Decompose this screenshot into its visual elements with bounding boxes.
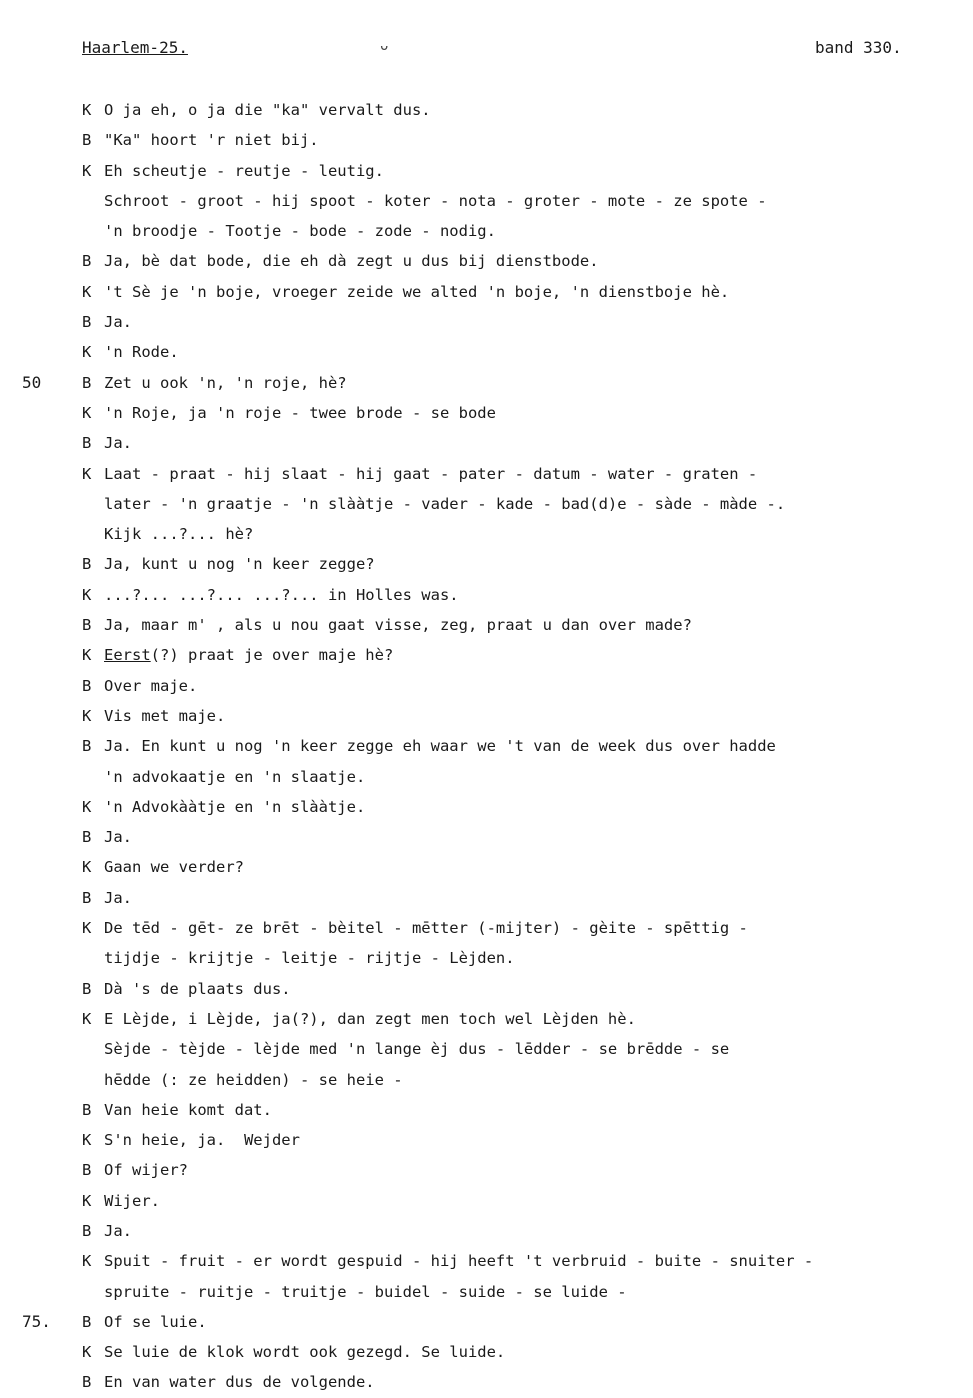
transcript-line [0, 307, 973, 337]
line-text: Of wijer? [104, 1161, 188, 1180]
speaker-label: B [82, 676, 92, 695]
transcript-line [0, 701, 973, 731]
line-text: O ja eh, o ja die "ka" vervalt dus. [104, 101, 431, 119]
speaker-label: K [82, 403, 92, 422]
transcript-line [0, 640, 973, 670]
speaker-label: B [82, 828, 92, 847]
line-text: Wijer. [104, 1191, 160, 1210]
transcript-line [0, 762, 973, 792]
speaker-label: B [82, 737, 92, 756]
transcript-line [0, 549, 973, 579]
transcript-lines [0, 95, 973, 1398]
line-text: 'n advokaatje en 'n slaatje. [104, 767, 366, 786]
line-text: Eerst(?) praat je over maje hè? [104, 646, 394, 665]
transcript-line [0, 822, 973, 852]
speaker-label: K [82, 1009, 92, 1028]
transcript-line [0, 1337, 973, 1367]
transcript-line [0, 398, 973, 428]
transcript-line [0, 1246, 973, 1276]
speaker-label: K [82, 646, 92, 665]
line-text: Ja. [104, 828, 132, 847]
line-text: 'n Advokààtje en 'n slààtje. [104, 797, 366, 816]
line-number: 75. [22, 1311, 51, 1331]
line-text: Sèjde - tèjde - lèjde med 'n lange èj dus - lēdder - se brēdde - se [104, 1040, 730, 1059]
transcript-line [0, 1367, 973, 1397]
line-text: Ja. [104, 434, 132, 453]
line-text: Se luie de klok wordt ook gezegd. Se luide. [104, 1343, 506, 1362]
speaker-label: K [82, 797, 92, 816]
speaker-label: B [82, 373, 92, 392]
transcript-line [0, 519, 973, 549]
transcript-line [0, 671, 973, 701]
line-text: tijdje - krijtje - leitje - rijtje - Lèjden. [104, 949, 515, 968]
transcript-line [0, 1095, 973, 1125]
speaker-label: K [82, 706, 92, 725]
transcript-line [0, 1125, 973, 1155]
line-text: Ja, bè dat bode, die eh dà zegt u dus bij dienstbode. [104, 252, 599, 271]
transcript-line [0, 580, 973, 610]
line-text: Gaan we verder? [104, 858, 244, 877]
underlined-word: Eerst [104, 646, 151, 665]
line-text: Laat - praat - hij slaat - hij gaat - pater - datum - water - graten - [104, 464, 758, 483]
transcript-line [0, 943, 973, 973]
transcript-line [0, 246, 973, 276]
transcript-line [0, 428, 973, 458]
transcript-line [0, 974, 973, 1004]
line-text: Over maje. [104, 676, 198, 695]
transcript-line [0, 1034, 973, 1064]
band-number: band 330. [815, 38, 902, 57]
speaker-label: B [82, 131, 92, 150]
line-text: Schroot - groot - hij spoot - koter - nota - groter - mote - ze spote - [104, 191, 767, 210]
transcript-line [0, 610, 973, 640]
line-text: E Lèjde, i Lèjde, ja(?), dan zegt men toch wel Lèjden hè. [104, 1009, 636, 1028]
speaker-label: K [82, 161, 92, 180]
speaker-label: K [82, 1131, 92, 1150]
speaker-label: B [82, 979, 92, 998]
speaker-label: K [82, 282, 92, 301]
line-text: S'n heie, ja. Wejder [104, 1131, 300, 1150]
line-text: Ja. [104, 888, 132, 907]
line-text: Dà 's de plaats dus. [104, 979, 291, 998]
transcript-line [0, 852, 973, 882]
line-text: 't Sè je 'n boje, vroeger zeide we alted 'n boje, 'n dienstboje hè. [104, 282, 730, 301]
line-text: Van heie komt dat. [104, 1100, 272, 1119]
line-text: Zet u ook 'n, 'n roje, hè? [104, 373, 347, 392]
transcript-line [0, 337, 973, 367]
line-text: Spuit - fruit - er wordt gespuid - hij heeft 't verbruid - buite - snuiter - [104, 1252, 814, 1271]
line-number: 50 [22, 372, 42, 392]
line-text: Ja. [104, 313, 132, 332]
transcript-line [0, 913, 973, 943]
transcript-line [0, 277, 973, 307]
transcript-line [0, 459, 973, 489]
tick-mark: ᴗ [380, 38, 389, 54]
speaker-label: B [82, 434, 92, 453]
page-title: Haarlem-25. [82, 38, 188, 57]
transcript-line [0, 1277, 973, 1307]
line-text: ...?... ...?... ...?... in Holles was. [104, 585, 459, 604]
line-text: Ja. [104, 1221, 132, 1240]
line-text: 'n Roje, ja 'n roje - twee brode - se bode [104, 403, 496, 422]
line-text: 'n broodje - Tootje - bode - zode - nodig. [104, 222, 496, 241]
line-text: Of se luie. [104, 1312, 207, 1331]
line-text: Eh scheutje - reutje - leutig. [104, 161, 384, 180]
transcript-line [0, 1065, 973, 1095]
transcript-line [0, 883, 973, 913]
line-text: Ja, maar m' , als u nou gaat visse, zeg, praat u dan over made? [104, 616, 692, 635]
speaker-label: K [82, 919, 92, 938]
speaker-label: K [82, 343, 92, 362]
transcript-line [0, 1307, 973, 1337]
transcript-line [0, 731, 973, 761]
transcript-line [0, 368, 973, 398]
transcript-line [0, 792, 973, 822]
line-text: Ja, kunt u nog 'n keer zegge? [104, 555, 375, 574]
speaker-label: B [82, 1312, 92, 1331]
line-text: De tēd - gēt- ze brēt - bèitel - mētter (-mijter) - gèite - spēttig - [104, 919, 748, 938]
line-text: 'n Rode. [104, 343, 179, 362]
speaker-label: K [82, 101, 92, 119]
speaker-label: K [82, 1191, 92, 1210]
line-text: Ja. En kunt u nog 'n keer zegge eh waar we 't van de week dus over hadde [104, 737, 776, 756]
transcript-line [0, 186, 973, 216]
line-text: Vis met maje. [104, 706, 226, 725]
transcript-line [0, 1186, 973, 1216]
line-text: hēdde (: ze heidden) - se heie - [104, 1070, 403, 1089]
transcript-line [0, 489, 973, 519]
speaker-label: B [82, 313, 92, 332]
transcript-line [0, 125, 973, 155]
speaker-label: B [82, 616, 92, 635]
speaker-label: K [82, 585, 92, 604]
speaker-label: B [82, 1373, 92, 1392]
speaker-label: K [82, 1343, 92, 1362]
speaker-label: B [82, 1161, 92, 1180]
speaker-label: K [82, 858, 92, 877]
speaker-label: B [82, 555, 92, 574]
speaker-label: K [82, 1252, 92, 1271]
line-text: Kijk ...?... hè? [104, 525, 254, 544]
line-text: spruite - ruitje - truitje - buidel - suide - se luide - [104, 1282, 627, 1301]
transcript-line [0, 1004, 973, 1034]
speaker-label: B [82, 1221, 92, 1240]
speaker-label: K [82, 464, 92, 483]
speaker-label: B [82, 1100, 92, 1119]
line-text: "Ka" hoort 'r niet bij. [104, 131, 319, 150]
transcript-line [0, 1155, 973, 1185]
line-text: En van water dus de volgende. [104, 1373, 375, 1392]
transcript-line [0, 1216, 973, 1246]
speaker-label: B [82, 888, 92, 907]
transcript-line [0, 156, 973, 186]
speaker-label: B [82, 252, 92, 271]
transcript-line [0, 216, 973, 246]
transcript-line [0, 95, 973, 125]
line-text: later - 'n graatje - 'n slààtje - vader - kade - bad(d)e - sàde - màde -. [104, 494, 786, 513]
